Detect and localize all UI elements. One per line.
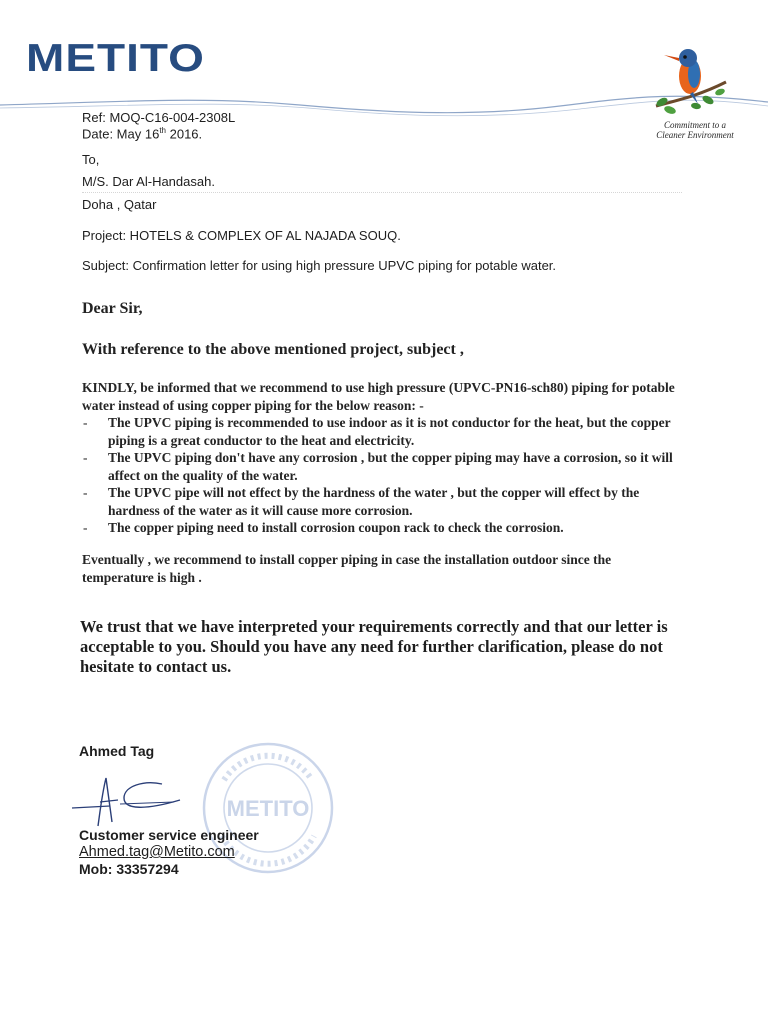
reason-text: The UPVC piping don't have any corrosion , but the copper piping may have a corrosion, so it will affect on the quality of the water. [108,450,673,483]
signatory-title: Customer service engineer [79,827,259,843]
date-superscript: th [159,126,166,135]
divider-line [82,192,682,193]
signatory-name: Ahmed Tag [79,743,155,759]
reference-number: Ref: MOQ-C16-004-2308L [82,110,236,125]
recipient-location: Doha , Qatar [82,197,157,212]
salutation: Dear Sir, [82,300,143,317]
bullet-dash: - [83,450,88,465]
letterhead-slogan [640,120,750,140]
kingfisher-bird-icon [648,44,738,122]
reason-text: The UPVC piping is recommended to use indoor as it is not conductor for the heat, but the copper piping is a great conductor to the heat and electricity. [108,415,671,448]
slogan-line-2: Cleaner Environment [656,130,734,140]
subject-line: Subject: Confirmation letter for using high pressure UPVC piping for potable water. [82,258,557,273]
body-paragraph-2: Eventually , we recommend to install copper piping in case the installation outdoor since the temperature is high . [82,552,612,585]
reason-text: The UPVC pipe will not effect by the hardness of the water , but the copper will effect by the hardness of the water as it will cause more corrosion. [108,485,640,518]
slogan-line-1: Commitment to a [664,120,726,130]
letter-body [82,379,682,537]
date-prefix: Date: May 16 [82,126,160,142]
intro-line: With reference to the above mentioned project, subject , [82,341,464,358]
stamp-text: METITO [226,796,310,821]
reason-text: The copper piping need to install corrosion coupon rack to check the corrosion. [108,520,564,535]
recipient-to: To, [82,152,100,167]
signatory-email-link[interactable]: Ahmed.tag@Metito.com [79,844,235,860]
reason-item [82,449,682,484]
bullet-dash: - [83,520,88,535]
project-line: Project: HOTELS & COMPLEX OF AL NAJADA SOUQ. [82,228,401,243]
reason-item [82,414,682,449]
bullet-dash: - [83,415,88,430]
recipient-name: M/S. Dar Al-Handasah. [82,174,215,189]
body-paragraph-1: KINDLY, be informed that we recommend to use high pressure (UPVC-PN16-sch80) piping for potable water instead of using copper piping for the below reason: - [82,380,675,413]
reasons-list [82,414,682,537]
bullet-dash: - [83,485,88,500]
company-logo: METITO [26,35,205,80]
signatory-mobile: Mob: 33357294 [79,861,179,877]
reason-item [82,484,682,519]
reason-item [82,519,682,537]
date-suffix: 2016. [166,126,203,142]
handwritten-signature [62,772,192,832]
letter-date [82,124,202,141]
closing-paragraph: We trust that we have interpreted your requirements correctly and that our letter is acceptable to you. Should you have any need for further clarification, please do not hesitate to contact us. [80,617,668,676]
